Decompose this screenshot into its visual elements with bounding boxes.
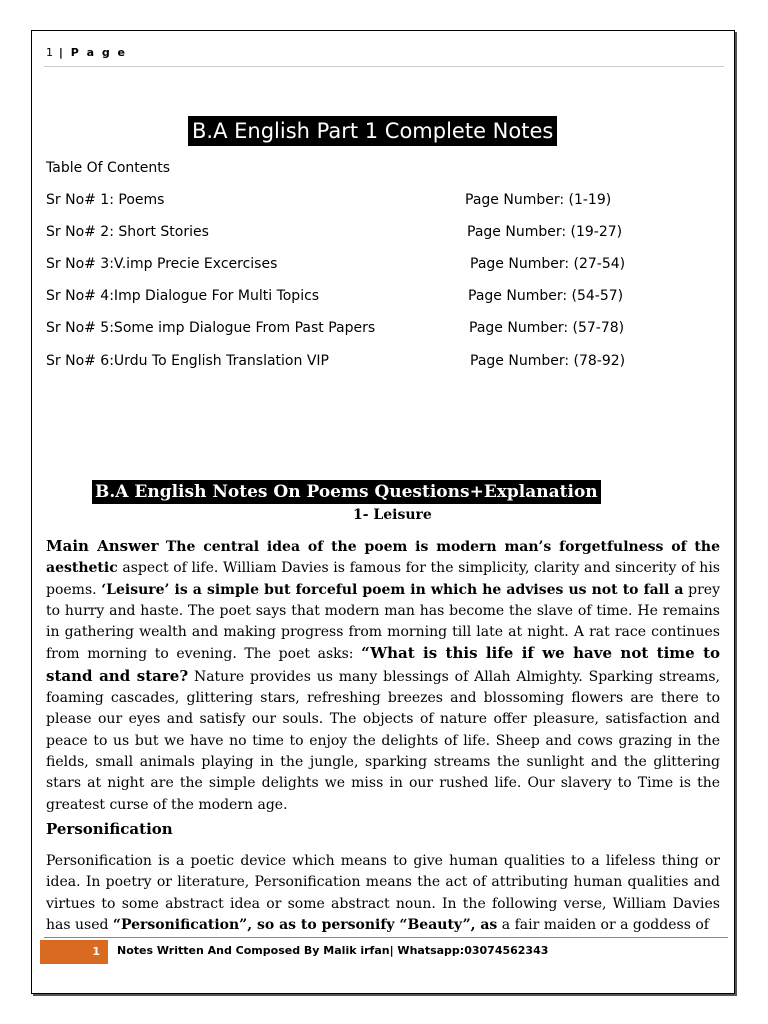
- toc-label: Sr No# 1: Poems: [46, 192, 165, 208]
- footer-credit: Notes Written And Composed By Malik irfan| Whatsapp:03074562343: [117, 944, 549, 957]
- personification-text: Personification is a poetic device which means to give human qualities to a lifeless thing or idea. In poetry or literature, Personification means the act of attributing human qualities and virtues to some abstract idea or some abstract noun. In the following verse, William Davies has used: [46, 853, 720, 933]
- toc-pages: Page Number: (78-92): [470, 353, 626, 369]
- poem-quote: “What is this life if we have not time to stand and stare?: [46, 644, 721, 685]
- main-answer-text: Nature provides us many blessings of Allah Almighty. Sparking streams, foaming cascades, glittering stars, refreshing breezes and blossoming flowers are there to please our eyes and satisfy our souls. The objects of nature offer pleasure, satisfaction and peace to us but we have no time to enjoy the delights of life. Sheep and cows grazing in the fields, small animals playing in the jungle, sparking streams the sunlight and the glittering stars at night are the simple delights we miss in our rushed life. Our slavery to Time is the greatest curse of the modern age.: [46, 668, 721, 813]
- toc-heading: Table Of Contents: [46, 160, 171, 176]
- main-answer-label: Main Answer: [46, 537, 159, 555]
- toc-label: Sr No# 5:Some imp Dialogue From Past Papers: [46, 320, 376, 336]
- toc-row: [46, 320, 646, 340]
- header-page-number: 1: [46, 46, 53, 59]
- toc-row: [46, 353, 646, 373]
- main-answer-paragraph: [46, 536, 720, 816]
- main-answer-text: prey to hurry and haste. The poet says that modern man has become the slave of time. He remains in gathering wealth and making progress from morning till late at night. A rat race continues from morning to evening. The poet asks:: [46, 581, 721, 663]
- toc-pages: Page Number: (54-57): [468, 288, 624, 304]
- personification-bold: “Personification”, so as to personify “Beauty”, as: [112, 916, 498, 933]
- header-page-label: | P a g e: [58, 46, 127, 59]
- toc-label: Sr No# 3:V.imp Precie Excercises: [46, 256, 278, 272]
- toc-row: [46, 192, 646, 212]
- footer-page-number: 1: [40, 940, 108, 964]
- main-answer-text: aspect of life. William Davies is famous for the simplicity, clarity and sincerity of his poems.: [46, 560, 720, 598]
- toc-label: Sr No# 2: Short Stories: [46, 224, 209, 240]
- header-divider: [44, 66, 724, 67]
- toc-row: [46, 256, 646, 276]
- toc-pages: Page Number: (57-78): [469, 320, 625, 336]
- poem-subtitle: 1- Leisure: [353, 507, 432, 523]
- toc-row: [46, 288, 646, 308]
- document-title: B.A English Part 1 Complete Notes: [188, 116, 557, 146]
- personification-heading: Personification: [46, 820, 173, 838]
- toc-pages: Page Number: (19-27): [467, 224, 623, 240]
- page-header: [46, 46, 127, 59]
- main-answer-bold: ‘Leisure’ is a simple but forceful poem in which he advises us not to fall a: [101, 581, 684, 598]
- section-title: B.A English Notes On Poems Questions+Explanation: [92, 480, 601, 504]
- toc-pages: Page Number: (1-19): [465, 192, 612, 208]
- toc-row: [46, 224, 646, 244]
- main-answer-intro: The central idea of the poem is modern man’s forgetfulness of the aesthetic: [46, 539, 720, 577]
- personification-text: a fair maiden or a goddess of: [501, 916, 709, 933]
- toc-label: Sr No# 4:Imp Dialogue For Multi Topics: [46, 288, 320, 304]
- toc-label: Sr No# 6:Urdu To English Translation VIP: [46, 353, 329, 369]
- personification-paragraph: [46, 851, 720, 935]
- footer-divider: [44, 937, 728, 938]
- toc-pages: Page Number: (27-54): [470, 256, 626, 272]
